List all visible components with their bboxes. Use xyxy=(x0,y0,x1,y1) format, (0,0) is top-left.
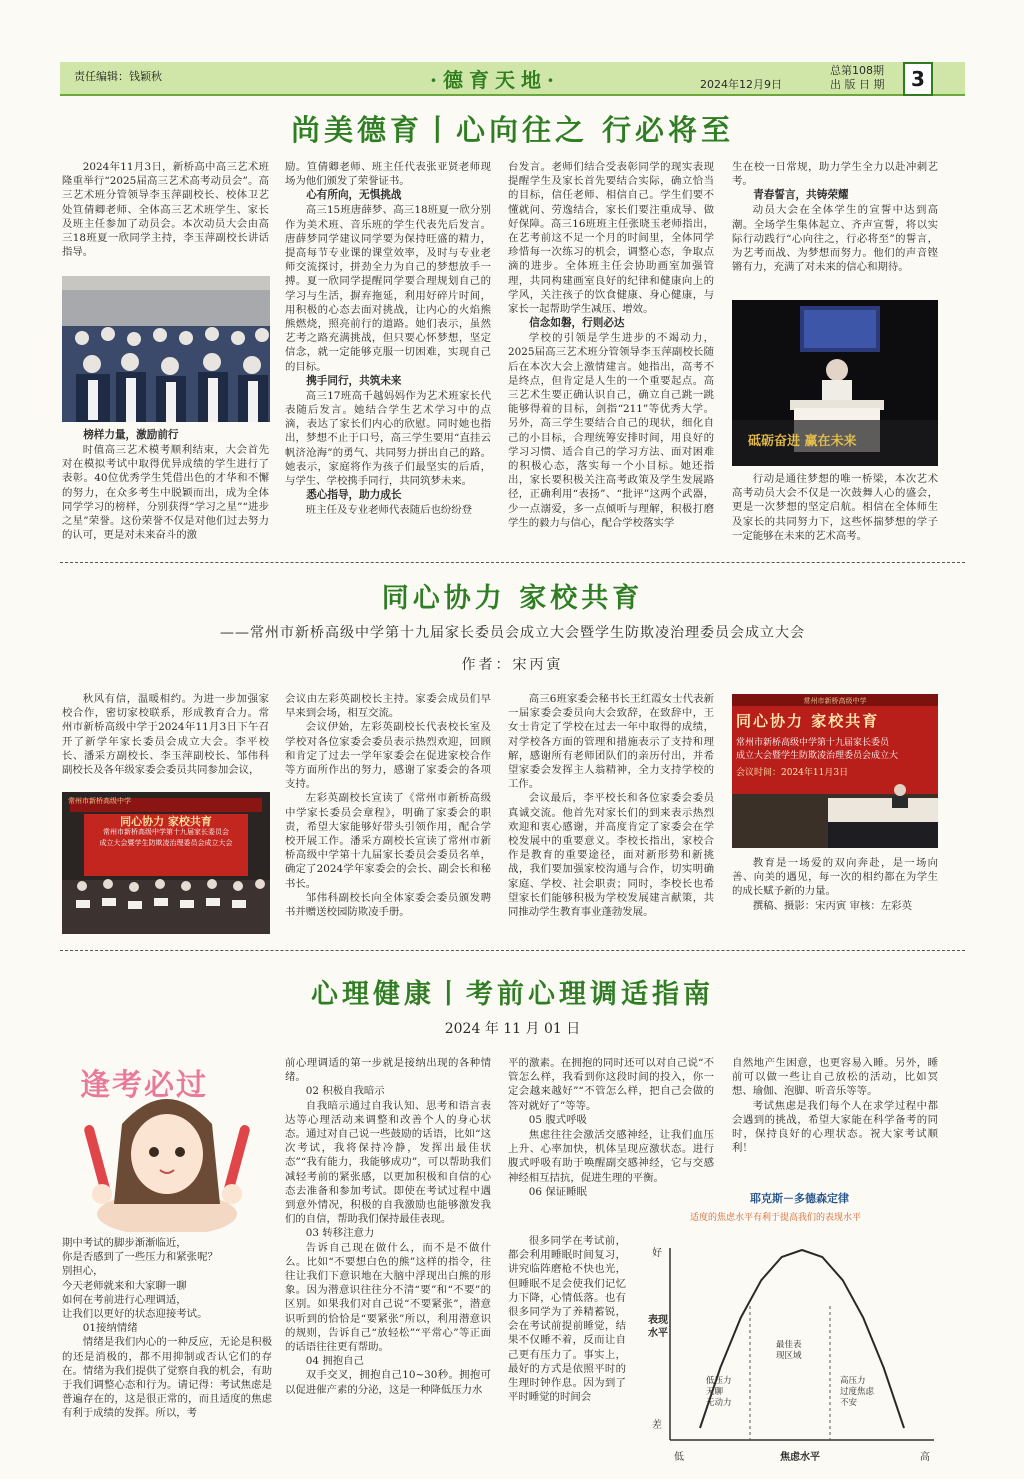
paragraph: 会议最后，李平校长和各位家委会委员真诚交流。他首先对家长们的到来表示热烈欢迎和衷心感谢，并高度肯定了家委会在学校发展中的重要意义。李校长指出，家校合作是教育的重要途径，面对新形势和新挑战，我们要加强家校沟通与合作，切实明确家庭、学校、社会职责；同时，李校长也希望家长们能够积极为学校发展建言献策，共同推动学生教育事业蓬勃发展。 xyxy=(508,792,714,919)
subheading: 心有所向，无惧挑战 xyxy=(306,189,402,202)
article2-col4 xyxy=(732,856,938,913)
chart-title: 耶克斯－多德森定律 xyxy=(750,1192,849,1205)
article1-col4-top xyxy=(732,160,938,274)
paragraph: 左彩英副校长宣读了《常州市新桥高级中学家长委员会章程》，明确了家委会的职责，希望大家能够好带头引领作用，配合学校开展工作。潘采方副校长宣读了常州市新桥高级中学第十九届家长委员会委员名单，确定了2024学年家委会的会长、副会长和秘书长。 xyxy=(285,792,491,890)
meeting-banner xyxy=(86,816,246,849)
paragraph: 前心理调适的第一步就是接纳出现的各种情绪。 xyxy=(285,1057,491,1084)
meeting-photo xyxy=(62,792,270,934)
paragraph: 会议伊始，左彩英副校长代表校长室及学校对各位家委会委员表示热烈欢迎，回顾和肯定了过去一学年家委会在促进家校合作等方面所作出的努力，感谢了家委会的各项支持。 xyxy=(285,721,491,791)
paragraph: 高三6班家委会秘书长王红霞女士代表新一届家委会委员向大会致辞，在致辞中，王女士肯定了学校在过去一年中取得的成绩，对学校各方面的管理和措施表示了支持和理解，感谢所有老师团队们的亲历付出，并希望家委会发挥主人翁精神，全力支持学校的工作。 xyxy=(508,693,714,791)
assembly-photo xyxy=(62,276,270,422)
meeting-image xyxy=(62,792,270,934)
exam-illustration xyxy=(62,1054,272,1232)
paragraph: 励。笪倩卿老师、班主任代表张亚贤老师现场为他们颁发了荣誉证书。 xyxy=(285,161,491,188)
issue-number: 总第108期 xyxy=(830,64,884,77)
article2-subtitle: ——常州市新桥高级中学第十九届家长委员会成立大会暨学生防欺凌治理委员会成立大会 xyxy=(220,625,805,641)
chart-plot xyxy=(630,1186,950,1476)
subheading: 榜样力量，激励前行 xyxy=(83,429,179,441)
banner-line: 成立大会暨学生防欺凌治理委员会成立大会 xyxy=(99,839,233,847)
paragraph: 2024年11月3日，新桥高中高三艺术班隆重举行“2025届高三艺术高考动员会”。高三艺术班分管领导李玉萍副校长、校体卫艺处笪倩卿老师、全体高三艺术班学生、家长及班主任参加了动员会。本次动员大会由高三18班夏一欣同学主持，李玉萍副校长讲话指导。 xyxy=(62,161,269,259)
section-divider xyxy=(60,562,965,563)
article2-author: 作者：宋丙寅 xyxy=(461,657,564,673)
issue-date: 2024年12月9日 xyxy=(700,78,782,91)
banner-line: 同心协力 家校共育 xyxy=(120,815,212,828)
school-name-banner: 常州市新桥高级中学 xyxy=(803,697,867,705)
paragraph: 情绪是我们内心的一种反应，无论是积极的还是消极的，都不用抑制或否认它们的存在。情绪为我们提供了觉察自我的机会，有助于我们调整心态和行为。请记得：考试焦虑是普遍存在的，这是很正常的，而且适度的焦虑有利于成绩的发挥。所以，考 xyxy=(62,1336,272,1420)
students-image xyxy=(62,276,270,422)
intro-line: 如何在考前进行心理调适， xyxy=(62,1293,187,1306)
subheading: 05 腹式呼吸 xyxy=(528,1113,587,1126)
banner-line: 常州市新桥高级中学第十九届家长委员 xyxy=(736,738,890,748)
article3-date: 2024 年 11 月 01 日 xyxy=(444,1021,581,1037)
subheading: 携手同行，共筑未来 xyxy=(306,374,402,387)
article1-col1-bottom xyxy=(62,428,269,542)
article3-title: 心理健康丨考前心理调适指南 xyxy=(311,979,714,1010)
article1-col1-top xyxy=(62,160,269,259)
article2-title: 同心协力 家校共育 xyxy=(381,583,644,614)
paragraph: 动员大会在全体学生的宣誓中达到高潮。全场学生集体起立、齐声宣誓，将以实际行动践行“心向往之，行必将至”的誓言，为艺考而战、为梦想而努力。他们的声音铿锵有力，充满了对未来的信心和期待。 xyxy=(732,204,938,274)
y-tick-low: 差 xyxy=(652,1420,662,1431)
speaker-photo xyxy=(732,300,938,466)
paragraph: 很多同学在考试前，都会利用睡眠时间复习，讲究临阵磨枪不快也光，但睡眠不足会使我们记忆力下降，心情低落。也有很多同学为了养精蓄锐，会在考试前提前睡觉，结果不仅睡不着，反而让自己更有压力了。事实上，最好的方式是依照平时的生理时钟作息。因为到了平时睡觉的时间会 xyxy=(508,1235,626,1404)
x-tick-high: 高 xyxy=(920,1452,930,1463)
issue-date-label: 出 版 日 期 xyxy=(830,78,885,91)
x-tick-low: 低 xyxy=(674,1452,684,1463)
page-number: 3 xyxy=(903,62,933,96)
banner-line: 同心协力 家校共育 xyxy=(736,712,880,730)
paragraph: 学校的引领是学生进步的不竭动力，2025届高三艺术班分管领导李玉萍副校长随后在本次大会上激情建言。她指出，高考不是终点，但肯定是人生的一个重要起点。高三艺术生要正确认识自己，确立自己跳一跳能够得着的目标，剑指“211”等优秀大学。另外，高三学生要结合自己的现状，细化自己的小目标，合理统筹安排时间，用良好的学习习惯、适合自己的学习方法、面对困难的积极心态，落实每一个小目标。她还指出，家长要积极关注高考政策及学生发展路径，正确利用“表扬”、“批评”这两个武器，少一点溺爱，多一点倾听与理解，积极打磨学生的毅力与信心，配合学校落实学 xyxy=(508,332,714,529)
paragraph: 时值高三艺术模考顺利结束，大会首先对在模拟考试中取得优异成绩的学生进行了表彰。40位优秀学生凭借出色的才华和不懈的努力，在众多考生中脱颖而出，成为全体同学学习的榜样，分别获得“学习之星”“进步之星”荣誉。这份荣誉不仅是对他们过去努力的认可，更是对未来奋斗的激 xyxy=(62,444,269,542)
section-divider xyxy=(60,950,965,951)
region-label-low: 低压力 无聊 无动力 xyxy=(706,1376,732,1408)
article1-col3 xyxy=(508,160,714,530)
stage-slogan: 砥砺奋进 赢在未来 xyxy=(748,434,857,449)
article2-col3 xyxy=(508,692,714,919)
article2-col2 xyxy=(285,692,491,919)
issue-info xyxy=(830,64,885,92)
header-rule xyxy=(60,94,965,96)
paragraph: 会议由左彩英副校长主持。家委会成员们早早来到会场，相互交流。 xyxy=(285,693,491,720)
subheading: 03 转移注意力 xyxy=(305,1227,375,1240)
banner-photo xyxy=(732,694,938,848)
subheading: 悉心指导，助力成长 xyxy=(306,489,402,502)
region-label-optimal: 最佳表 现区域 xyxy=(776,1340,802,1361)
stage-banner xyxy=(736,710,934,778)
intro-line: 期中考试的脚步渐渐临近， xyxy=(62,1237,187,1249)
paragraph: 告诉自己现在做什么，而不是不做什么。比如“不要想白色的熊”这样的指令，往往让我们下意识地在大脑中浮现出白熊的形象。因为潜意识往往分不清“要”和“不要”的区别。如果我们对自己说“不要紧张”，潜意识听到的恰恰是“要紧张”所以，利用潜意识的规则，告诉自己“放轻松”“平常心”等正面的话语往往更有帮助。 xyxy=(285,1241,491,1354)
editor-credit: 责任编辑：钱颖秋 xyxy=(74,70,162,83)
paragraph: 行动是通往梦想的唯一桥梁，本次艺术高考动员大会不仅是一次鼓舞人心的盛会，更是一次梦想的坚定启航。相信在全体师生及家长的共同努力下，这些怀揣梦想的学子一定能够在未来的艺术高考。 xyxy=(732,473,938,542)
paragraph: 生在校一日常规，助力学生全力以赴冲刺艺考。 xyxy=(732,161,938,188)
article1-col2 xyxy=(285,160,491,517)
region-label-high: 高压力 过度焦虑 不安 xyxy=(840,1376,875,1408)
intro-line: 别担心， xyxy=(62,1265,104,1278)
banner-line: 成立大会暨学生防欺凌治理委员会成立大 xyxy=(736,751,899,761)
intro-line: 今天老师就来和大家聊一聊 xyxy=(62,1279,187,1292)
paragraph: 自我暗示通过自我认知、思考和语言表达等心理活动来调整和改善个人的身心状态。通过对自己说一些鼓励的话语，比如“这次考试，我将保持冷静，发挥出最佳状态”“我有能力，我能够成功”，可以帮助我们减轻考前的紧张感，以更加积极和自信的心态去准备和参加考试。即使在考试过程中遇到意外情况，积极的自我激励也能够激发我们的自信，帮助我们保持最佳表现。 xyxy=(285,1099,491,1226)
paragraph: 台发言。老师们结合受表彰同学的现实表现提醒学生及家长首先要结合实际，确立恰当的目标，信任老师、相信自己。学生们要不懂就问、劳逸结合，家长们要注重成导、做好保障。高三16班班主任张晓玉老师指出，在艺考前这不足一个月的时间里，全体同学珍惜每一次练习的机会，调整心态，争取点滴的进步。全体班主任会协助画室加强管理，共同构建画室良好的纪律和健康向上的学风，关注孩子的饮食健康、身心健康，与家长一起帮助学生减压、增效。 xyxy=(508,161,714,316)
paragraph: 教育是一场爱的双向奔赴，是一场向善、向美的遇见，每一次的相约都在为学生的成长赋予新的力量。 xyxy=(732,857,938,898)
article3-col2 xyxy=(285,1056,491,1397)
y-tick-high: 好 xyxy=(652,1248,662,1259)
paragraph: 高三15班唐薛梦、高三18班夏一欣分别作为美术班、音乐班的学生代表先后发言。唐薛梦同学建议同学要为保持旺盛的精力，提高每节专业课的课堂效率，及时与专业老师交流探讨，拼劲全力为自己的梦想放手一搏。夏一欣同学提醒同学要合理规划自己的学习与生活，摒弃拖延，利用好碎片时间，用积极的心态去面对挑战，让内心的火焰熊熊燃烧，照亮前行的道路。她们表示，虽然艺考之路充满挑战，但只要心怀梦想，坚定信念，就一定能够克服一切困难，实现自己的目标。 xyxy=(285,204,491,373)
article1-title: 尚美德育丨心向往之 行必将至 xyxy=(290,113,735,147)
yerkes-dodson-chart xyxy=(630,1186,950,1476)
school-name-banner: 常州市新桥高级中学 xyxy=(68,797,131,805)
paragraph: 平的激素。在拥抱的同时还可以对自己说“不管怎么样，我看到你这段时间的投入，你一定会越来越好”“不管怎么样，把自己会做的答对就好了”等等。 xyxy=(508,1057,714,1112)
article2-col1 xyxy=(62,692,269,777)
paragraph: 秋风有信，温暖相约。为进一步加强家校合作，密切家校联系，形成教育合力。常州市新桥高级中学于2024年11月3日下午召开了新学年家长委员会成立大会。李平校长、潘采方副校长、李玉萍副校长、邹伟科副校长及各年级家委会委员共同参加会议， xyxy=(62,693,269,777)
intro-line: 让我们以更好的状态迎接考试。 xyxy=(62,1308,208,1321)
section-title: ·德育天地· xyxy=(430,68,560,92)
paragraph: 高三17班高千越妈妈作为艺术班家长代表随后发言。她结合学生艺术学习中的点滴，表达了家长们内心的欣慰。同时她也指出，梦想不止于口号，高三学生要用“直挂云帆济沧海”的勇气、共同努力拼出自己的路。她表示，家庭将作为孩子们最坚实的后盾，与学生、学校携手同行，共同筑梦未来。 xyxy=(285,389,491,488)
y-axis-label: 表现水平 xyxy=(648,1315,668,1339)
article1-col4-bottom xyxy=(732,472,938,543)
paragraph: 焦虑往往会激活交感神经，让我们血压上升、心率加快，机体呈现应激状态。进行腹式呼吸有助于唤醒副交感神经，它与交感神经相互拮抗，促进生理的平衡。 xyxy=(508,1129,714,1184)
photo-credit: 撰稿、摄影：宋丙寅 审核：左彩英 xyxy=(752,899,912,912)
banner-line: 会议时间：2024年11月3日 xyxy=(736,768,849,778)
subheading: 04 拥抱自己 xyxy=(305,1355,364,1368)
x-axis-label: 焦虑水平 xyxy=(780,1452,820,1463)
paragraph: 考试焦虑是我们每个人在求学过程中都会遇到的挑战，希望大家能在科学备考的同时，保持良好的心理状态。祝大家考试顺利！ xyxy=(732,1099,938,1155)
illustration-caption: 逢考必过 xyxy=(80,1068,208,1103)
paragraph: 邹伟科副校长向全体家委会委员颁发聘书并赠送校园防欺凌手册。 xyxy=(285,891,491,919)
article3-col3-bottom xyxy=(508,1234,626,1404)
chart-subtitle: 适度的焦虑水平有利于提高我们的表现水平 xyxy=(690,1213,862,1223)
subheading: 01接纳情绪 xyxy=(82,1322,138,1335)
paragraph: 自然地产生困意，也更容易入睡。另外，睡前可以做一些让自己放松的活动，比如冥想、瑜伽、泡脚、听音乐等等。 xyxy=(732,1057,938,1098)
article3-col3-top xyxy=(508,1056,714,1127)
subheading: 02 积极自我暗示 xyxy=(305,1085,385,1098)
banner-line: 常州市新桥高级中学第十九届家长委员会 xyxy=(103,828,229,836)
subheading: 信念如磐，行则必达 xyxy=(529,317,625,330)
paragraph: 班主任及专业老师代表随后也纷纷登 xyxy=(305,504,473,517)
subheading: 06 保证睡眠 xyxy=(528,1185,587,1198)
paragraph: 双手交叉，拥抱自己10~30秒。拥抱可以促进催产素的分泌，这是一种降低压力水 xyxy=(285,1369,491,1396)
article3-col1 xyxy=(62,1236,272,1421)
article3-col4 xyxy=(732,1056,938,1155)
subheading: 青春誓言，共铸荣耀 xyxy=(753,189,849,202)
intro-line: 你是否感到了一些压力和紧张呢？ xyxy=(62,1251,218,1264)
